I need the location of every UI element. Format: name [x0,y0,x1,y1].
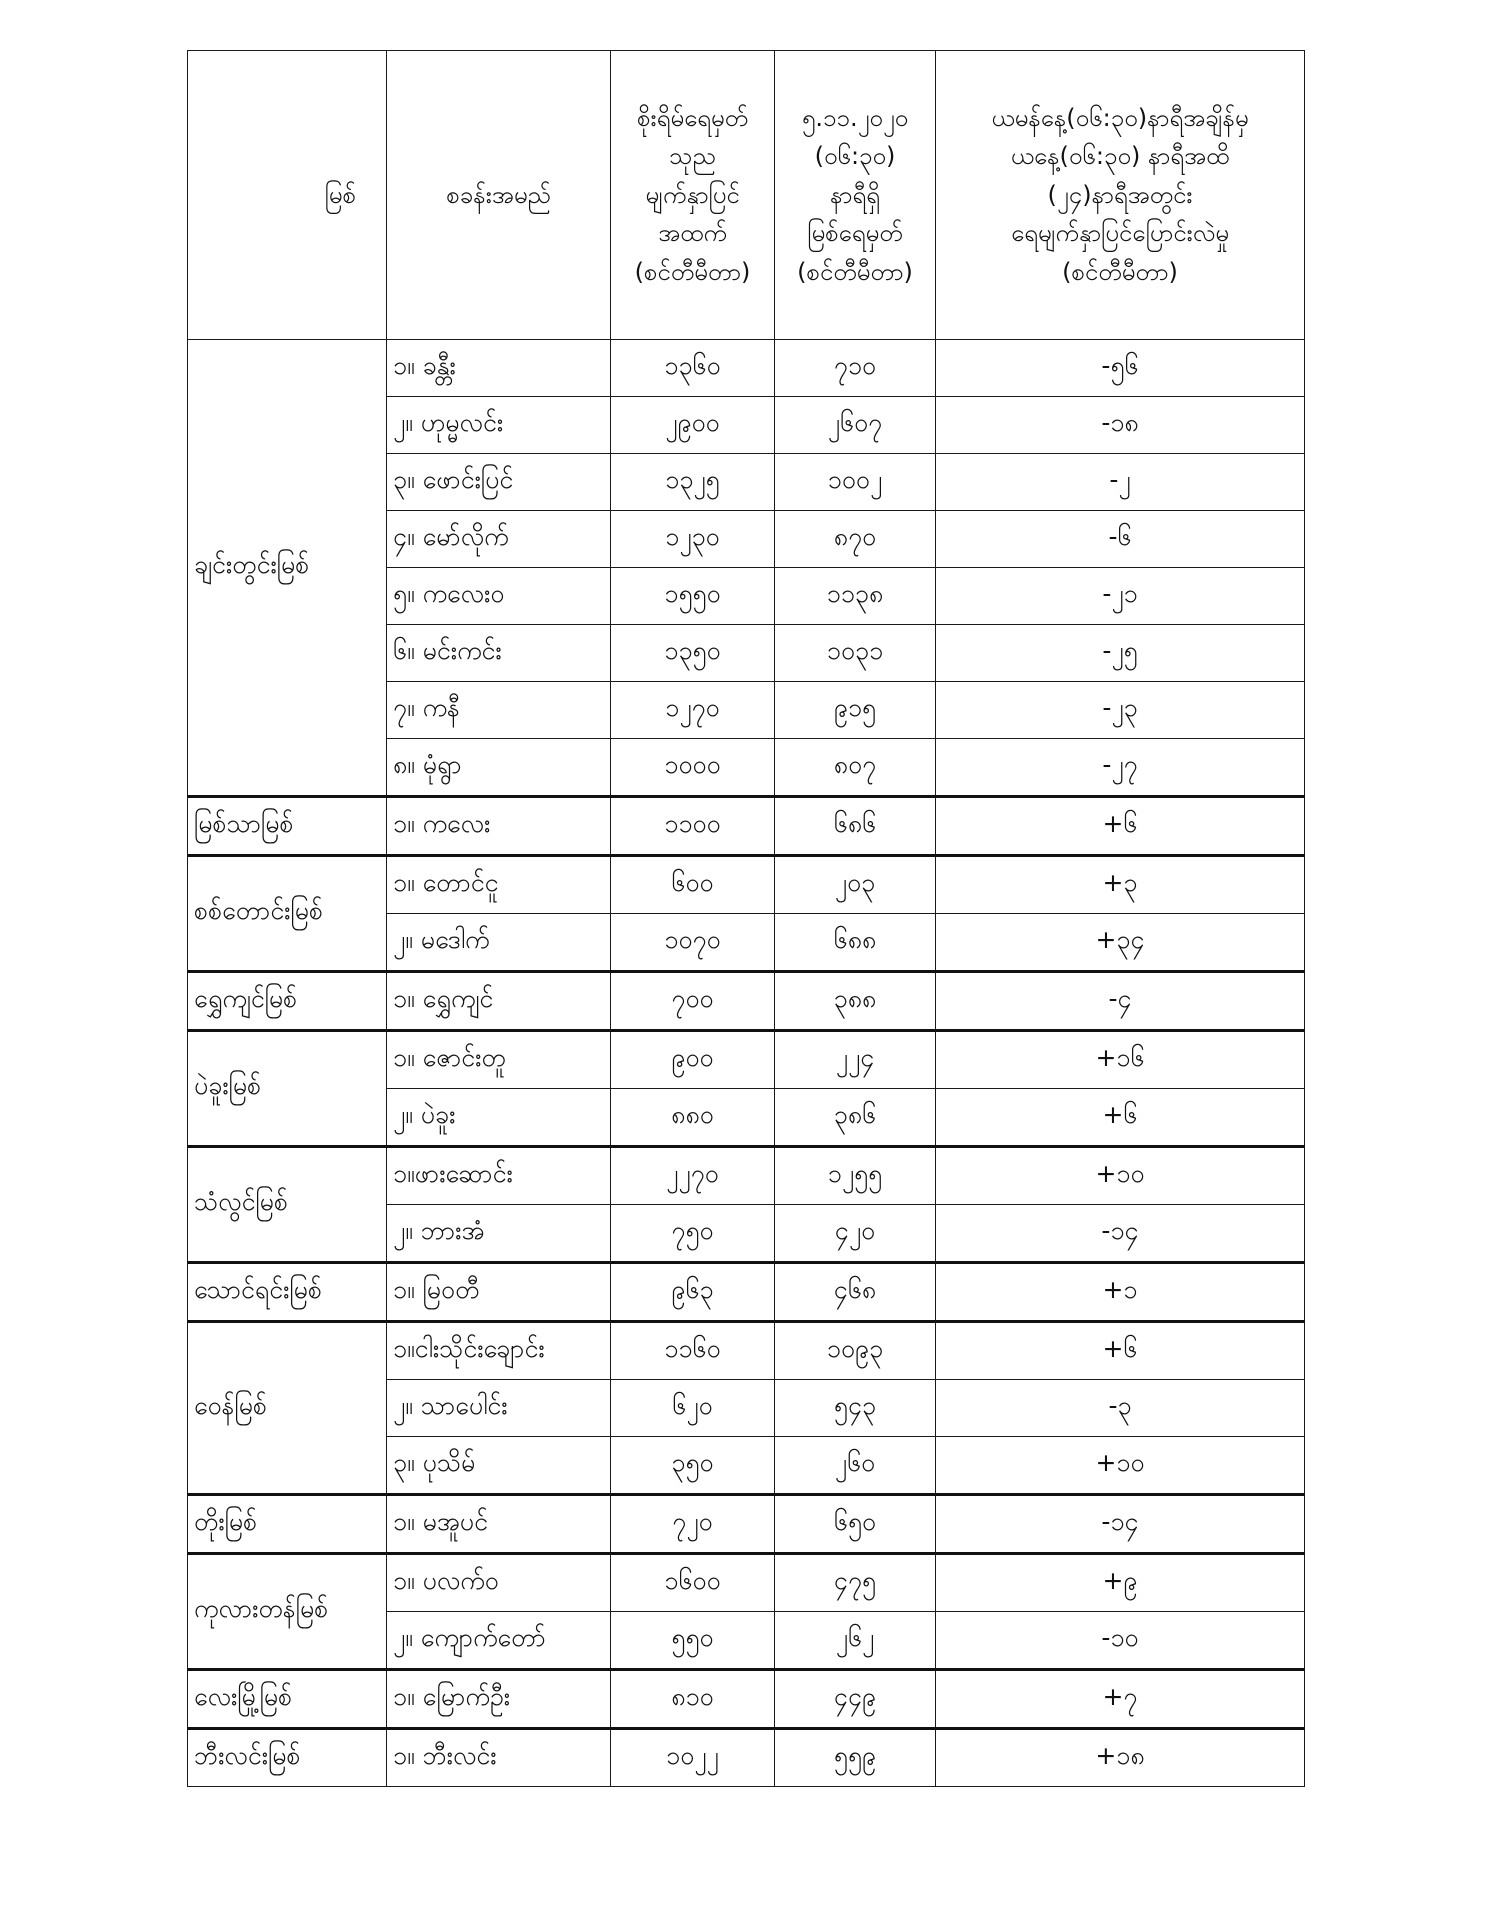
danger-level: ၇၅၀ [611,1205,775,1263]
station-name: ၁။ ဘီးလင်း [387,1729,611,1787]
danger-level: ၃၅၀ [611,1437,775,1495]
current-level: ၄၂၀ [775,1205,936,1263]
header-danger-line: သုည [669,142,716,171]
station-name: ၁။ ပလက်ဝ [387,1554,611,1612]
danger-level: ၁၀၇၀ [611,914,775,972]
river-name: ဘီးလင်းမြစ် [188,1729,387,1787]
river-name: တိုးမြစ် [188,1495,387,1554]
header-change-line: (၂၄)နာရီအတွင်း [1047,180,1193,209]
danger-level: ၁၁၆၀ [611,1322,775,1380]
station-name: ၆။ မင်းကင်း [387,625,611,682]
danger-level: ၁၀၂၂ [611,1729,775,1787]
level-change: -၂၅ [936,625,1305,682]
current-level: ၂၂၄ [775,1031,936,1089]
header-danger-level [611,51,775,340]
level-change: +၁၆ [936,1031,1305,1089]
table-row [188,1554,1305,1612]
table-row [188,1031,1305,1089]
river-name: လေးမြို့မြစ် [188,1670,387,1729]
header-row [188,51,1305,340]
header-current-level [775,51,936,340]
level-change: -၄ [936,972,1305,1031]
station-name: ၁။ မအူပင် [387,1495,611,1554]
station-name: ၂။ မဒေါက် [387,914,611,972]
table-row [188,1670,1305,1729]
level-change: +၁၀ [936,1147,1305,1205]
danger-level: ၉၆၃ [611,1263,775,1322]
danger-level: ၁၃၆၀ [611,340,775,397]
danger-level: ၁၀၀၀ [611,739,775,797]
table-row [188,1322,1305,1380]
danger-level: ၅၅၀ [611,1612,775,1670]
danger-level: ၁၅၅၀ [611,568,775,625]
station-name: ၁။ ခန္တီး [387,340,611,397]
current-level: ၂၀၃ [775,856,936,914]
river-name: ပဲခူးမြစ် [188,1031,387,1147]
current-level: ၄၆၈ [775,1263,936,1322]
river-name: သံလွင်မြစ် [188,1147,387,1263]
danger-level: ၈၈၀ [611,1089,775,1147]
station-name: ၁။ တောင်ငူ [387,856,611,914]
header-change-line: ယနေ့(၀၆:၃၀) နာရီအထိ [1010,142,1230,171]
level-change: +၁၈ [936,1729,1305,1787]
danger-level: ၁၂၃၀ [611,511,775,568]
danger-level: ၇၀၀ [611,972,775,1031]
station-name: ၁။ ဇောင်းတူ [387,1031,611,1089]
danger-level: ၆၀၀ [611,856,775,914]
header-danger-line: မျက်နှာပြင် [645,180,740,209]
table-row [188,340,1305,397]
danger-level: ၆၂၀ [611,1380,775,1437]
level-change: -၂၇ [936,739,1305,797]
station-name: ၁။ မြဝတီ [387,1263,611,1322]
station-name: ၂။ ဟုမ္မလင်း [387,397,611,454]
header-change-line: ယမန်နေ့(၀၆:၃၀)နာရီအချိန်မှ [991,104,1249,133]
current-level: ၉၁၅ [775,682,936,739]
level-change: +၃၄ [936,914,1305,972]
station-name: ၃။ ဖောင်းပြင် [387,454,611,511]
level-change: -၁၀ [936,1612,1305,1670]
current-level: ၁၀၀၂ [775,454,936,511]
header-current-line: နာရီရှိ [830,180,880,209]
danger-level: ၉၀၀ [611,1031,775,1089]
danger-level: ၁၁၀၀ [611,797,775,856]
table-row [188,1729,1305,1787]
station-name: ၁။ဖားဆောင်း [387,1147,611,1205]
level-change: -၁၄ [936,1205,1305,1263]
table-row [188,1495,1305,1554]
level-change: -၆ [936,511,1305,568]
river-level-table [187,50,1305,1787]
level-change: +၁ [936,1263,1305,1322]
danger-level: ၁၆၀၀ [611,1554,775,1612]
header-current-line: (စင်တီမီတာ) [797,257,913,286]
level-change: +၃ [936,856,1305,914]
station-name: ၂။ ကျောက်တော် [387,1612,611,1670]
level-change: +၇ [936,1670,1305,1729]
station-name: ၄။ မော်လိုက် [387,511,611,568]
header-current-line: (၀၆:၃၀) [814,142,896,171]
current-level: ၄၄၉ [775,1670,936,1729]
current-level: ၁၀၃၁ [775,625,936,682]
level-change: -၅၆ [936,340,1305,397]
current-level: ၆၈၆ [775,797,936,856]
table-row [188,972,1305,1031]
danger-level: ၈၁၀ [611,1670,775,1729]
station-name: ၁။ မြောက်ဦး [387,1670,611,1729]
level-change: +၆ [936,1089,1305,1147]
header-change-24h [936,51,1305,340]
current-level: ၃၈၆ [775,1089,936,1147]
station-name: ၅။ ကလေးဝ [387,568,611,625]
table-row [188,1263,1305,1322]
current-level: ၂၆၂ [775,1612,936,1670]
header-river: မြစ် [188,51,387,340]
current-level: ၈၇၀ [775,511,936,568]
river-name: ဝေန်မြစ် [188,1322,387,1495]
river-name: ကုလားတန်မြစ် [188,1554,387,1670]
level-change: -၂ [936,454,1305,511]
current-level: ၁၀၉၃ [775,1322,936,1380]
current-level: ၁၁၃၈ [775,568,936,625]
current-level: ၆၈၈ [775,914,936,972]
river-name: စစ်တောင်းမြစ် [188,856,387,972]
header-danger-line: အထက် [658,219,727,248]
level-change: -၂၃ [936,682,1305,739]
table-row [188,1147,1305,1205]
danger-level: ၁၃၅၀ [611,625,775,682]
header-current-line: မြစ်ရေမှတ် [807,219,903,248]
station-name: ၇။ ကနီ [387,682,611,739]
level-change: -၂၁ [936,568,1305,625]
station-name: ၁။ ကလေး [387,797,611,856]
level-change: +၆ [936,1322,1305,1380]
station-name: ၈။ မုံရွာ [387,739,611,797]
station-name: ၁။ ရွှေကျင် [387,972,611,1031]
station-name: ၂။ ဘားအံ [387,1205,611,1263]
danger-level: ၂၉၀၀ [611,397,775,454]
current-level: ၅၅၉ [775,1729,936,1787]
current-level: ၂၆၀ [775,1437,936,1495]
danger-level: ၂၂၇၀ [611,1147,775,1205]
table-row [188,797,1305,856]
current-level: ၃၈၈ [775,972,936,1031]
river-name: ရွှေကျင်မြစ် [188,972,387,1031]
station-name: ၂။ ပဲခူး [387,1089,611,1147]
header-change-line: ရေမျက်နှာပြင်ပြောင်းလဲမှု [1011,219,1229,248]
header-danger-line: စိုးရိမ်ရေမှတ် [637,104,748,133]
header-change-line: (စင်တီမီတာ) [1062,257,1178,286]
current-level: ၂၆၀၇ [775,397,936,454]
level-change: +၆ [936,797,1305,856]
river-name: မြစ်သာမြစ် [188,797,387,856]
current-level: ၇၁၀ [775,340,936,397]
level-change: -၁၈ [936,397,1305,454]
current-level: ၁၂၅၅ [775,1147,936,1205]
level-change: -၁၄ [936,1495,1305,1554]
river-name: ချင်းတွင်းမြစ် [188,340,387,797]
current-level: ၄၇၅ [775,1554,936,1612]
current-level: ၅၄၃ [775,1380,936,1437]
header-current-line: ၅.၁၁.၂၀၂၀ [801,104,909,133]
header-danger-line: (စင်တီမီတာ) [634,257,751,286]
danger-level: ၁၂၇၀ [611,682,775,739]
station-name: ၁။ငါးသိုင်းချောင်း [387,1322,611,1380]
header-station: စခန်းအမည် [387,51,611,340]
table-body [188,340,1305,1787]
danger-level: ၇၂၀ [611,1495,775,1554]
river-name: သောင်ရင်းမြစ် [188,1263,387,1322]
level-change: +၁၀ [936,1437,1305,1495]
level-change: +၉ [936,1554,1305,1612]
level-change: -၃ [936,1380,1305,1437]
current-level: ၆၅၀ [775,1495,936,1554]
danger-level: ၁၃၂၅ [611,454,775,511]
table-row [188,856,1305,914]
station-name: ၃။ ပုသိမ် [387,1437,611,1495]
current-level: ၈၀၇ [775,739,936,797]
station-name: ၂။ သာပေါင်း [387,1380,611,1437]
